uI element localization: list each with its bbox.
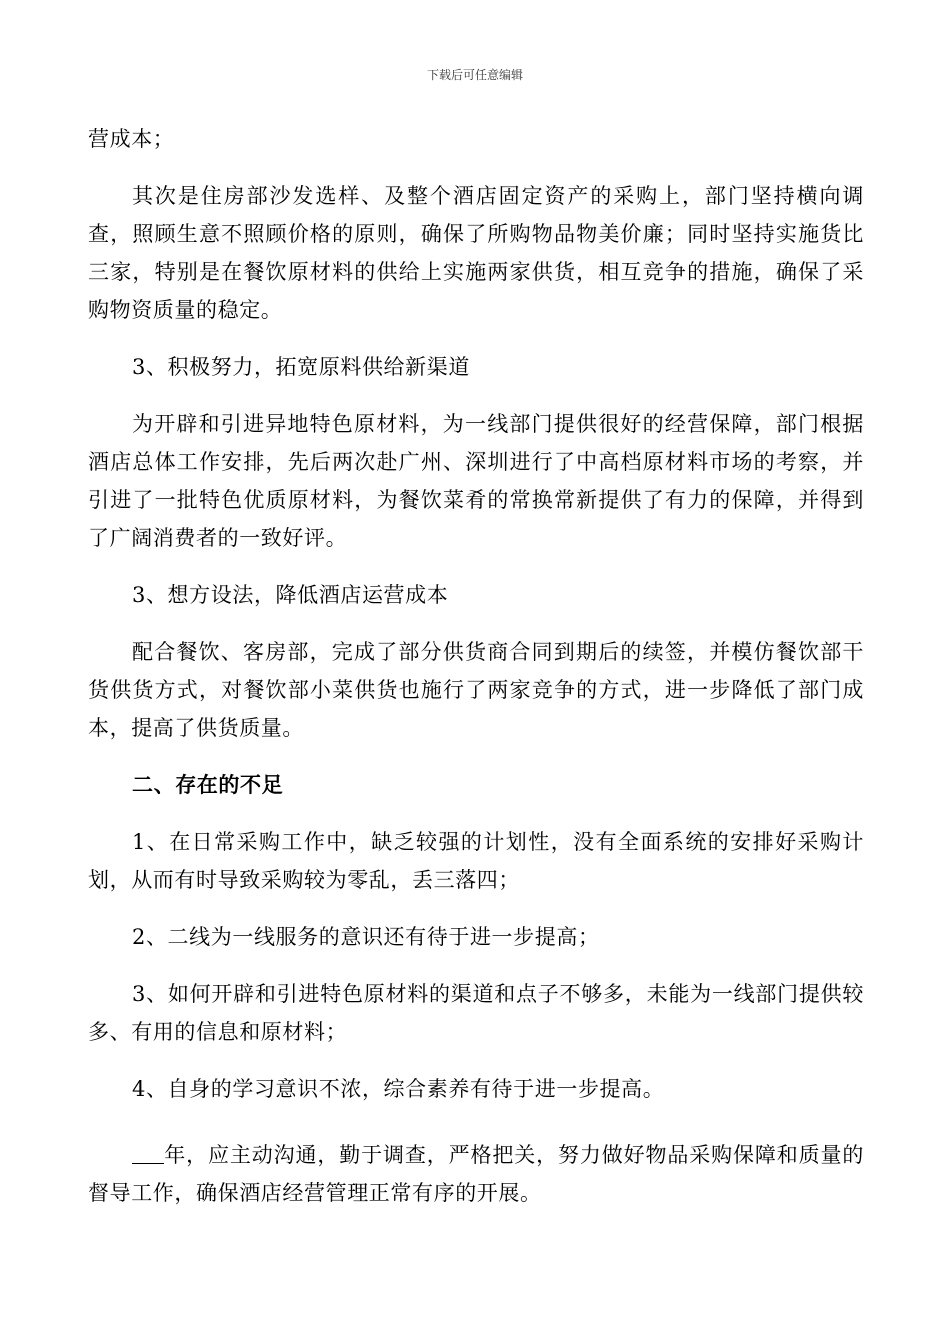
paragraph-text: 配合餐饮、客房部，完成了部分供货商合同到期后的续签，并模仿餐饮部干货供货方式，对餐饮部小菜供货也施行了两家竞争的方式，进一步降低了部门成本，提高了供货质量。 [88,640,864,740]
paragraph-next-year-text [88,1136,864,1212]
subheading-text: 3、积极努力，拓宽原料供给新渠道 [132,355,470,379]
subheading-expand-channels [88,348,864,386]
list-item-text: 3、如何开辟和引进特色原材料的渠道和点子不够多，未能为一线部门提供较多、有用的信息和原材料； [88,982,864,1044]
paragraph-special-materials [88,405,864,557]
year-blank-line [132,1162,164,1164]
list-item-learning [88,1070,864,1108]
section-heading-shortcomings [88,766,864,804]
list-item-text: 2、二线为一线服务的意识还有待于进一步提高； [132,925,600,949]
paragraph-text: 为开辟和引进异地特色原材料，为一线部门提供很好的经营保障，部门根据酒店总体工作安排，先后两次赴广州、深圳进行了中高档原材料市场的考察，并引进了一批特色优质原材料，为餐饮菜肴的常换常新提供了有力的保障，并得到了广阔消费者的一致好评。 [88,412,864,550]
page-header: 下载后可任意编辑 [426,68,523,82]
subheading-reduce-cost [88,576,864,614]
list-item-service-awareness [88,918,864,956]
list-item-planning [88,823,864,899]
subheading-text: 3、想方设法，降低酒店运营成本 [132,583,449,607]
list-item-text: 4、自身的学习意识不浓，综合素养有待于进一步提高。 [132,1077,665,1101]
paragraph-continuation [88,120,864,158]
paragraph-supplier-contracts [88,633,864,747]
list-item-channels [88,975,864,1051]
paragraph-text: 营成本； [88,127,175,151]
paragraph-next-year [88,1136,864,1212]
paragraph-sofa-procurement [88,177,864,329]
list-item-text: 1、在日常采购工作中，缺乏较强的计划性，没有全面系统的安排好采购计划，从而有时导致采购较为零乱，丢三落四； [88,830,864,892]
section-heading-text: 二、存在的不足 [132,772,284,797]
paragraph-text: 年，应主动沟通，勤于调查，严格把关，努力做好物品采购保障和质量的督导工作，确保酒店经营管理正常有序的开展。 [88,1143,864,1205]
paragraph-text: 其次是住房部沙发选样、及整个酒店固定资产的采购上，部门坚持横向调查，照顾生意不照顾价格的原则，确保了所购物品物美价廉；同时坚持实施货比三家，特别是在餐饮原材料的供给上实施两家供货，相互竞争的措施，确保了采购物资质量的稳定。 [88,184,864,322]
